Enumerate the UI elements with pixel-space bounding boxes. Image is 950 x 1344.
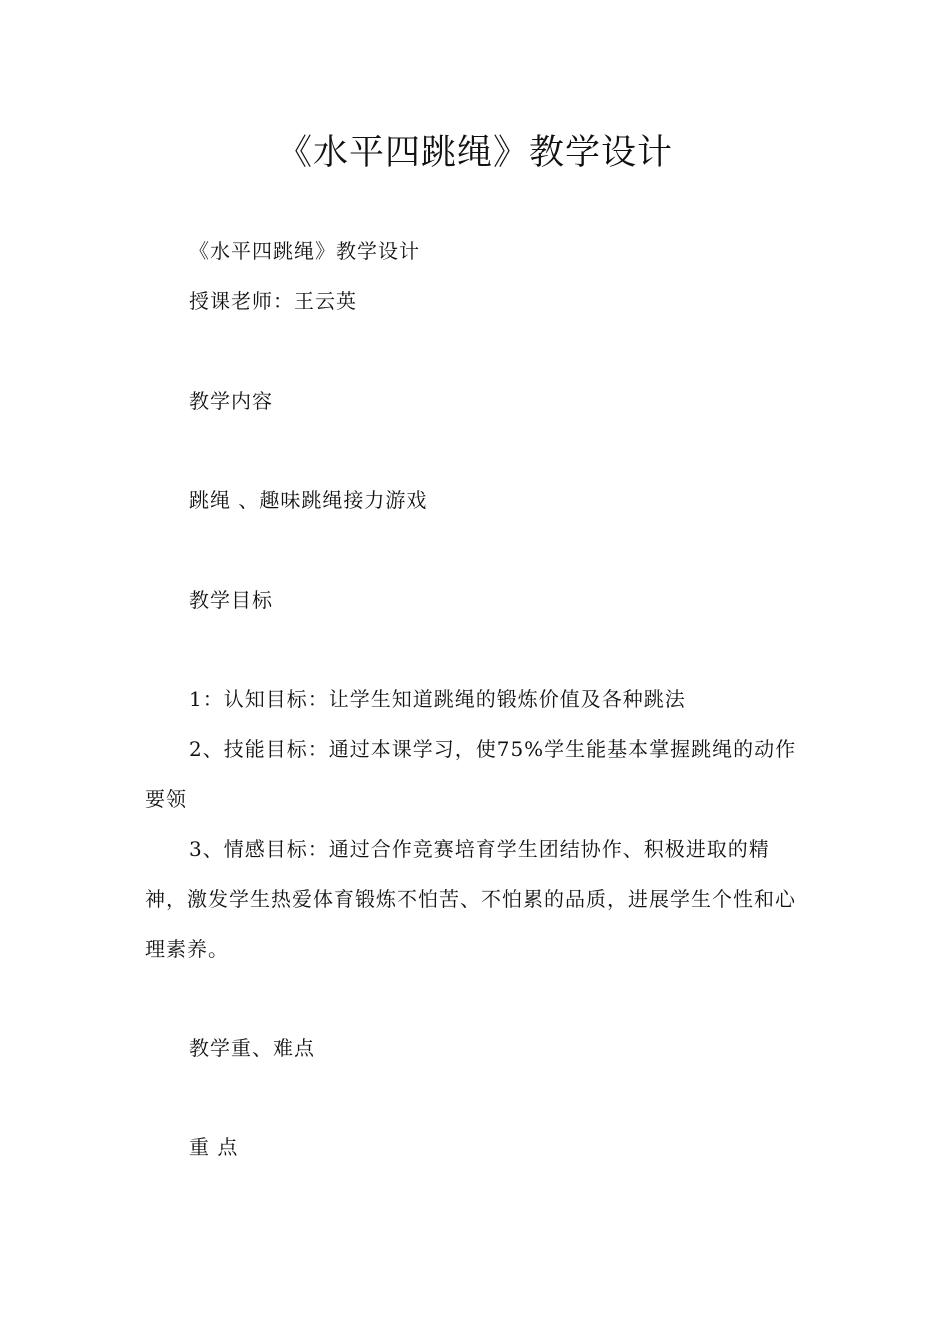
document-title: 《水平四跳绳》教学设计 [276,133,673,173]
heading-key-difficult-points: 教学重、难点 [189,1036,315,1060]
paragraph-subtitle: 《水平四跳绳》教学设计 [189,239,420,263]
heading-teaching-goals: 教学目标 [189,588,273,612]
heading-teaching-content: 教学内容 [189,389,273,413]
paragraph-teacher: 授课老师：王云英 [189,289,357,313]
paragraph-goal-emotion: 3、情感目标：通过合作竞赛培育学生团结协作、积极进取的精神，激发学生热爱体育锻炼不怕苦、不怕累的品质，进展学生个性和心理素养。 [145,837,796,961]
paragraph-goal-cognitive: 1：认知目标：让学生知道跳绳的锻炼价值及各种跳法 [189,687,686,711]
paragraph-content: 跳绳 、趣味跳绳接力游戏 [189,488,428,512]
paragraph-goal-skill: 2、技能目标：通过本课学习，使75%学生能基本掌握跳绳的动作要领 [145,737,797,811]
heading-key-points: 重 点 [189,1135,239,1159]
